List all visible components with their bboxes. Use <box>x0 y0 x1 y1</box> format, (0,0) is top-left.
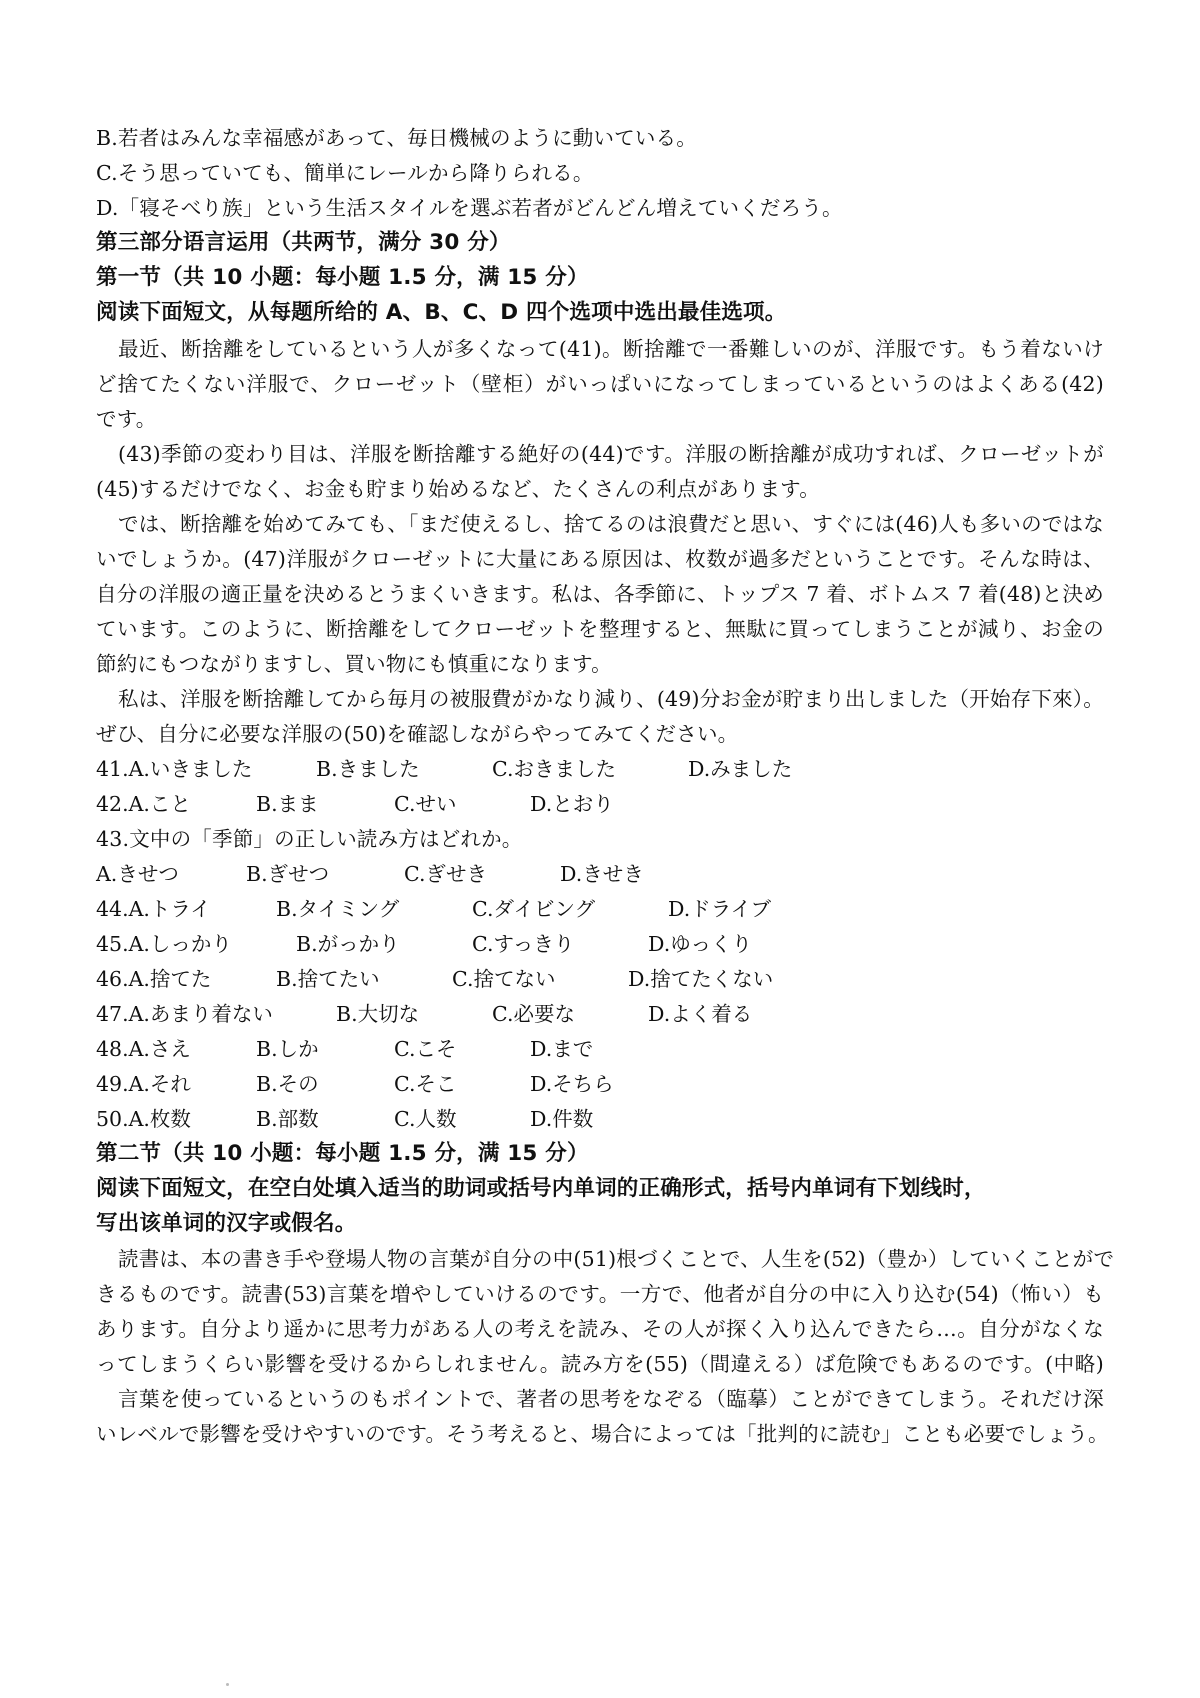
option-a[interactable]: 46.A.捨てた <box>96 967 212 991</box>
option-a[interactable]: 42.A.こと <box>96 792 191 816</box>
passage-line: (43)季節の変わり目は、洋服を断捨離する絶好の(44)です。洋服の断捨離が成功すれば、クローゼットが <box>118 442 1104 466</box>
option-a[interactable]: A.きせつ <box>96 862 179 886</box>
passage-line: 最近、断捨離をしているという人が多くなって(41)。断捨離で一番難しいのが、洋服です。もう着ないけ <box>118 337 1104 361</box>
passage-line: (45)するだけでなく、お金も貯まり始めるなど、たくさんの利点があります。 <box>96 477 820 501</box>
option-d[interactable]: D.そちら <box>530 1072 614 1096</box>
question-46 <box>96 964 1104 994</box>
option-d[interactable]: D.きせき <box>560 862 644 886</box>
question-50 <box>96 1104 1104 1134</box>
option-a[interactable]: 44.A.トライ <box>96 897 211 921</box>
option-b[interactable]: B.その <box>256 1072 319 1096</box>
option-b[interactable]: B.タイミング <box>276 897 400 921</box>
passage-line: ど捨てたくない洋服で、クローゼット（壁柜）がいっぱいになってしまっているというのはよくある(42) <box>96 372 1104 396</box>
part3-title: 第三部分语言运用（共两节，满分 30 分） <box>96 230 511 255</box>
option-c[interactable]: C.必要な <box>492 1002 575 1026</box>
choice-line: D.「寝そべり族」という生活スタイルを選ぶ若者がどんどん増えていくだろう。 <box>96 196 843 220</box>
question-41 <box>96 754 1104 784</box>
option-c[interactable]: C.すっきり <box>472 932 575 956</box>
passage-line: いでしょうか。(47)洋服がクローゼットに大量にある原因は、枚数が過多だということです。そんな時は、 <box>96 547 1104 571</box>
question-44 <box>96 894 1104 924</box>
passage-line: 自分の洋服の適正量を決めるとうまくいきます。私は、各季節に、トップス 7 着、ボトムス 7 着(48)と決め <box>96 582 1104 606</box>
section1-title: 第一节（共 10 小题：每小题 1.5 分，满 15 分） <box>96 265 589 290</box>
option-c[interactable]: C.そこ <box>394 1072 457 1096</box>
option-b[interactable]: B.大切な <box>336 1002 420 1026</box>
option-d[interactable]: D.よく着る <box>648 1002 753 1026</box>
option-a[interactable]: 41.A.いきました <box>96 757 253 781</box>
option-a[interactable]: 50.A.枚数 <box>96 1107 191 1131</box>
option-b[interactable]: B.がっかり <box>296 932 400 956</box>
section2-instruction: 阅读下面短文，在空白处填入适当的助词或括号内单词的正确形式，括号内单词有下划线时， <box>96 1176 986 1201</box>
option-d[interactable]: D.捨てたくない <box>628 967 774 991</box>
question-45 <box>96 929 1104 959</box>
option-a[interactable]: 45.A.しっかり <box>96 932 232 956</box>
passage-line: 節約にもつながりますし、買い物にも慎重になります。 <box>96 652 612 676</box>
question-43 <box>96 859 1104 889</box>
section1-instruction: 阅读下面短文，从每题所给的 A、B、C、D 四个选项中选出最佳选项。 <box>96 300 787 325</box>
passage-line: いレベルで影響を受けやすいのです。そう考えると、場合によっては「批判的に読む」ことも必要でしょう。 <box>96 1422 1109 1446</box>
option-d[interactable]: D.まで <box>530 1037 594 1061</box>
passage-line: ぜひ、自分に必要な洋服の(50)を確認しながらやってみてください。 <box>96 722 739 746</box>
section2-title: 第二节（共 10 小题：每小题 1.5 分，满 15 分） <box>96 1141 589 1166</box>
option-d[interactable]: D.ゆっくり <box>648 932 753 956</box>
passage-line: では、断捨離を始めてみても、「まだ使えるし、捨てるのは浪費だと思い、すぐには(46)人も多いのではな <box>118 512 1104 536</box>
option-c[interactable]: C.人数 <box>394 1107 457 1131</box>
passage-line: 読書は、本の書き手や登場人物の言葉が自分の中(51)根づくことで、人生を(52)（豊か）していくことがで <box>118 1247 1115 1271</box>
passage-line: あります。自分より遥かに思考力がある人の考えを読み、その人が探く入り込んできたら…。自分がなくな <box>96 1317 1104 1341</box>
question-42 <box>96 789 1104 819</box>
option-a[interactable]: 48.A.さえ <box>96 1037 191 1061</box>
passage-line: きるものです。読書(53)言葉を増やしていけるのです。一方で、他者が自分の中に入り込む(54)（怖い）も <box>96 1282 1104 1306</box>
question-49 <box>96 1069 1104 1099</box>
option-d[interactable]: D.とおり <box>530 792 614 816</box>
passage-line: ってしまうくらい影響を受けるからしれません。読み方を(55)（間違える）ば危険でもあるのです。(中略) <box>96 1352 1104 1376</box>
option-c[interactable]: C.捨てない <box>452 967 556 991</box>
option-b[interactable]: B.部数 <box>256 1107 319 1131</box>
option-c[interactable]: C.おきました <box>492 757 616 781</box>
option-a[interactable]: 47.A.あまり着ない <box>96 1002 273 1026</box>
scan-speck <box>226 1683 229 1686</box>
option-c[interactable]: C.こそ <box>394 1037 457 1061</box>
option-d[interactable]: D.件数 <box>530 1107 594 1131</box>
question-43-stem: 43.文中の「季節」の正しい読み方はどれか。 <box>96 827 523 851</box>
option-b[interactable]: B.しか <box>256 1037 319 1061</box>
passage-line: 私は、洋服を断捨離してから毎月の被服費がかなり減り、(49)分お金が貯まり出しました（开始存下來）。 <box>118 687 1104 711</box>
option-b[interactable]: B.まま <box>256 792 319 816</box>
option-b[interactable]: B.きました <box>316 757 420 781</box>
question-48 <box>96 1034 1104 1064</box>
passage-line: です。 <box>96 407 157 431</box>
choice-line: C.そう思っていても、簡単にレールから降りられる。 <box>96 161 594 185</box>
option-a[interactable]: 49.A.それ <box>96 1072 191 1096</box>
option-c[interactable]: C.ダイビング <box>472 897 596 921</box>
option-b[interactable]: B.捨てたい <box>276 967 380 991</box>
option-d[interactable]: D.みました <box>688 757 793 781</box>
passage-line: 言葉を使っているというのもポイントで、著者の思考をなぞる（臨摹）ことができてしまう。それだけ深 <box>118 1387 1104 1411</box>
option-b[interactable]: B.ぎせつ <box>246 862 330 886</box>
choice-line: B.若者はみんな幸福感があって、毎日機械のように動いている。 <box>96 126 697 150</box>
section2-instruction: 写出该单词的汉字或假名。 <box>96 1211 357 1236</box>
passage-line: ています。このように、断捨離をしてクローゼットを整理すると、無駄に買ってしまうことが減り、お金の <box>96 617 1104 641</box>
option-d[interactable]: D.ドライブ <box>668 897 771 921</box>
question-47 <box>96 999 1104 1029</box>
option-c[interactable]: C.ぎせき <box>404 862 487 886</box>
option-c[interactable]: C.せい <box>394 792 457 816</box>
